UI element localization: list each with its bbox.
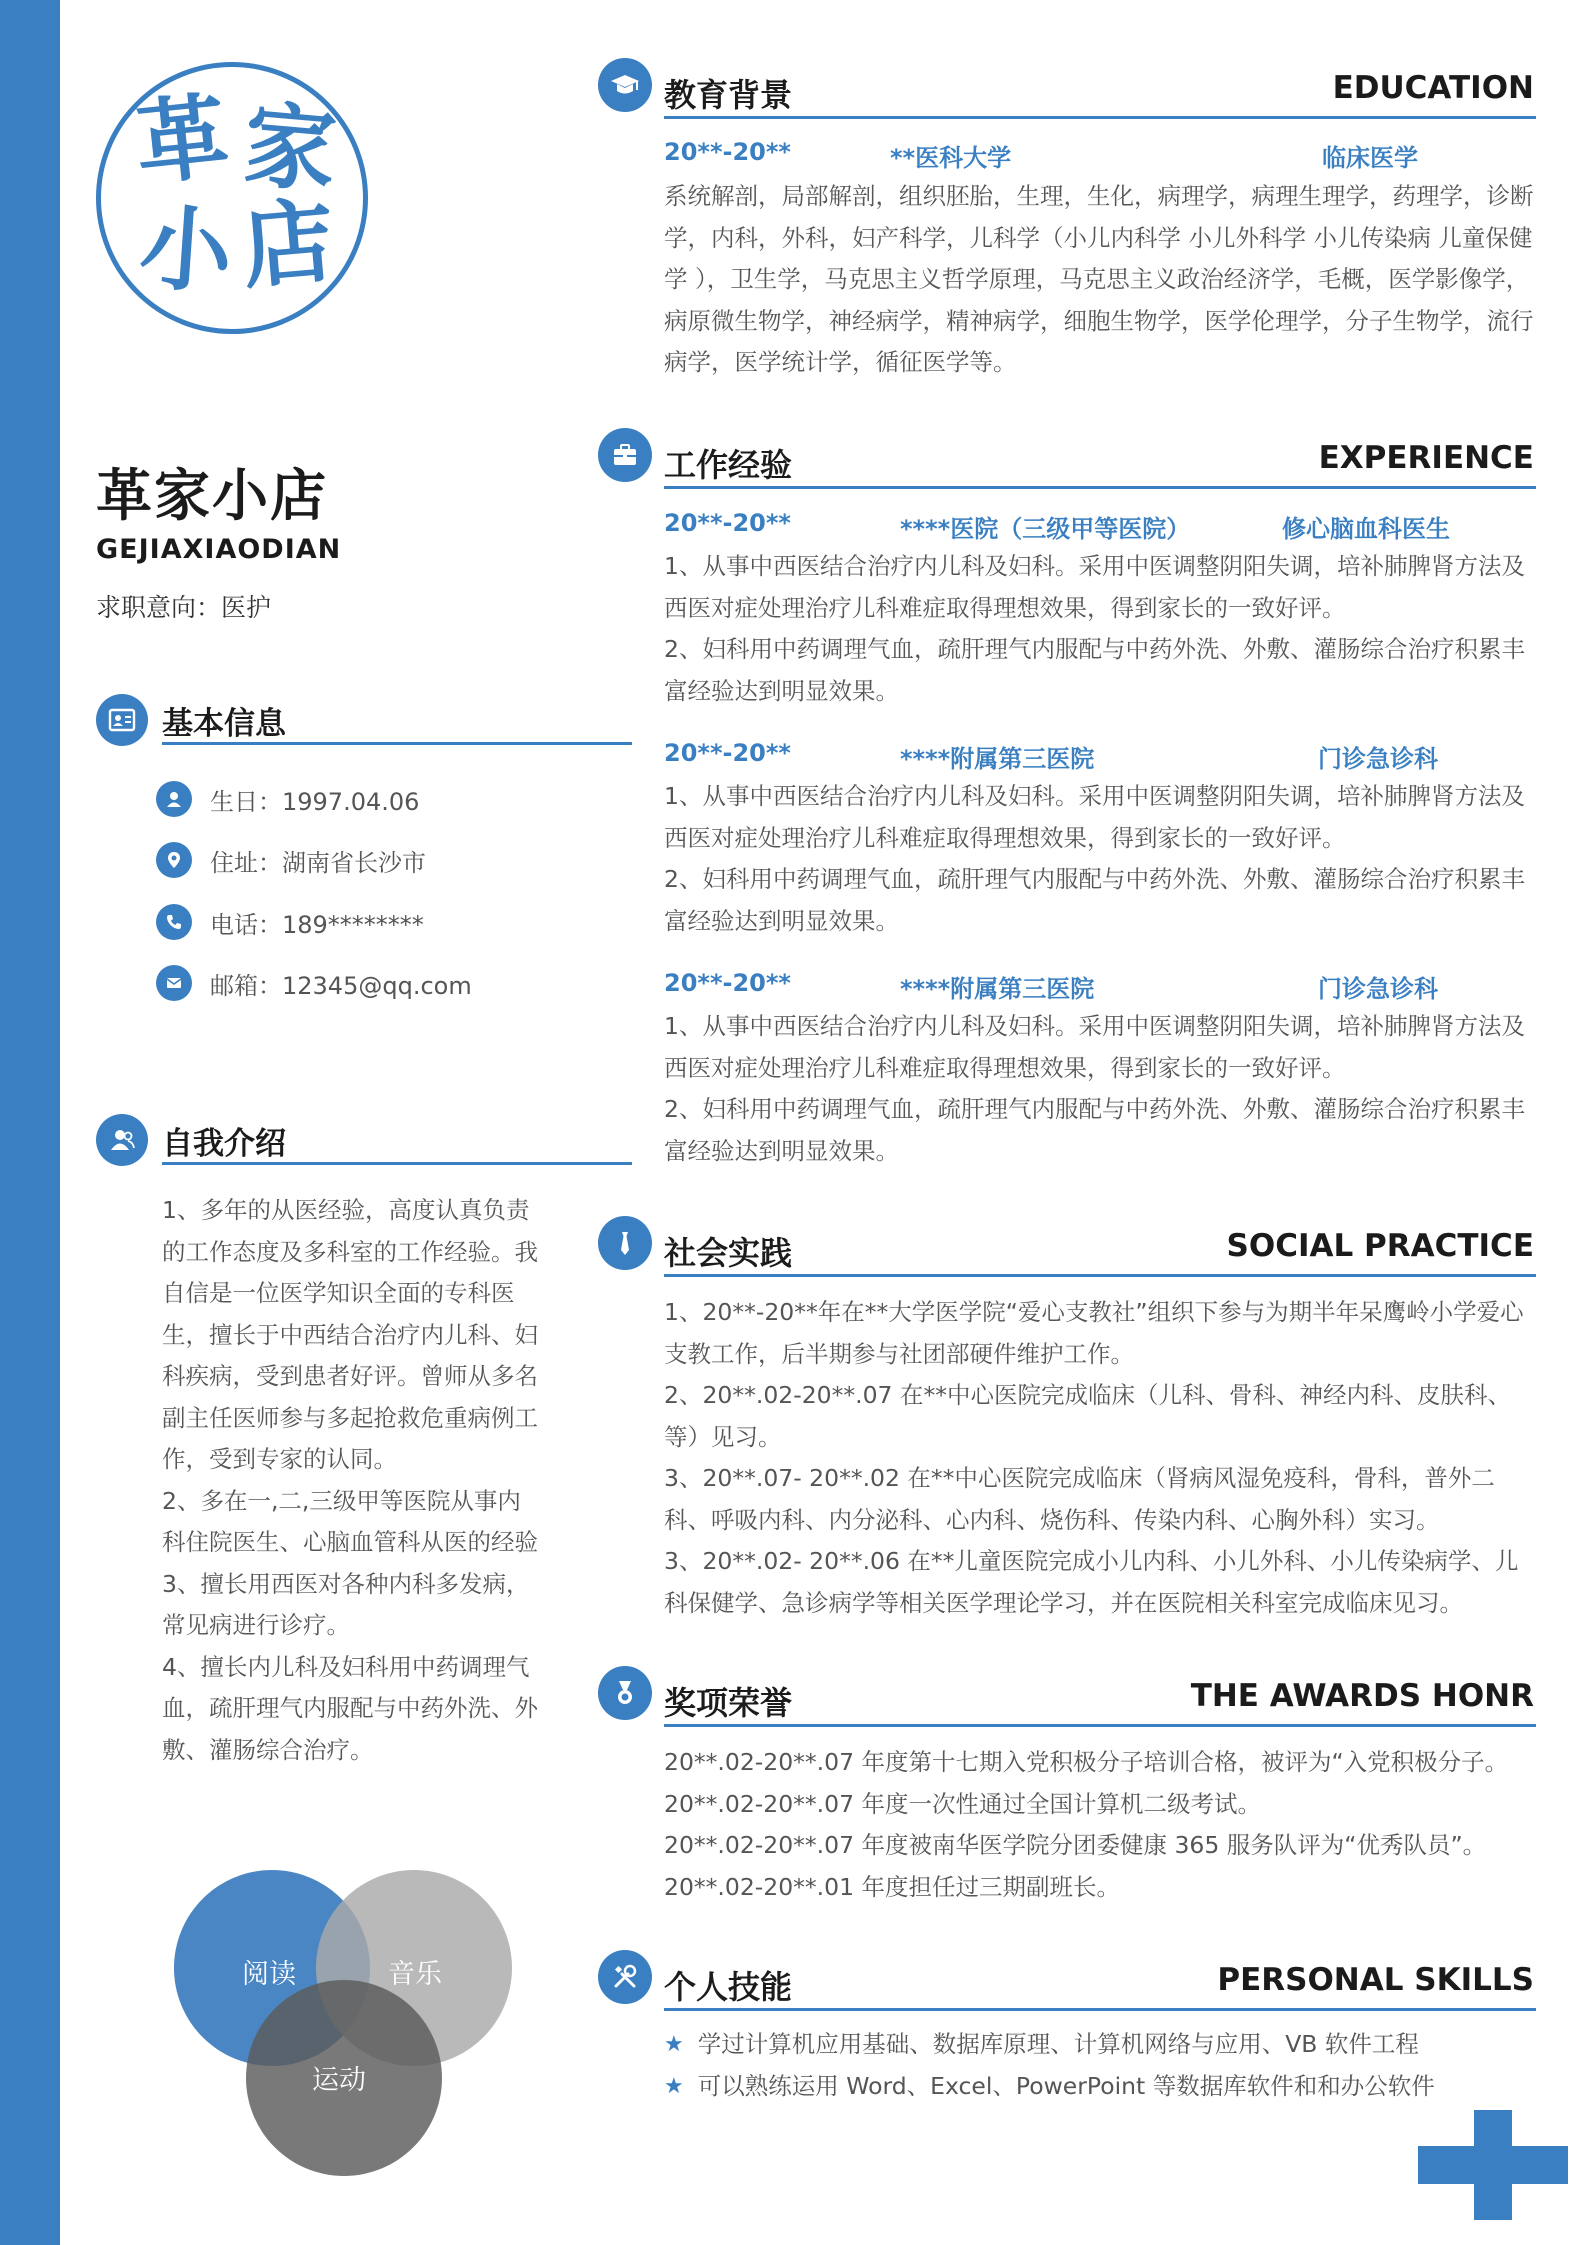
logo-seal bbox=[96, 62, 368, 334]
experience-entry-text bbox=[664, 546, 1534, 712]
intro-paragraph: 2、多在一,二,三级甲等医院从事内科住院医生、心脑血管科从医的经验 bbox=[162, 1486, 538, 1556]
section-underline bbox=[664, 116, 1536, 119]
skill-text: 学过计算机应用基础、数据库原理、计算机网络与应用、VB 软件工程 bbox=[697, 2030, 1419, 2058]
logo-char: 小 bbox=[136, 192, 236, 308]
section-experience bbox=[598, 428, 1536, 492]
section-title-en: EXPERIENCE bbox=[1318, 440, 1534, 476]
contact-text: 生日：1997.04.06 bbox=[210, 787, 420, 816]
section-title: 教育背景 bbox=[664, 76, 793, 114]
id-card-icon bbox=[96, 694, 148, 746]
social-line: 2、20**.02-20**.07 在**中心医院完成临床（儿科、骨科、神经内科、皮肤科、等）见习。 bbox=[664, 1381, 1511, 1451]
medal-icon bbox=[598, 1666, 652, 1720]
contact-text: 邮箱：12345@qq.com bbox=[210, 971, 472, 1000]
intro-paragraph: 1、多年的从医经验，高度认真负责的工作态度及多科室的工作经验。我自信是一位医学知识全面的专科医生，擅长于中西结合治疗内儿科、妇科疾病，受到患者好评。曾师从多名副主任医师参与多起抢救危重病例工作，受到专家的认同。 bbox=[162, 1196, 538, 1473]
award-line: 20**.02-20**.07 年度被南华医学院分团委健康 365 服务队评为“优秀队员”。 bbox=[664, 1831, 1487, 1859]
education-entry-head bbox=[664, 138, 1534, 174]
section-underline bbox=[664, 2008, 1536, 2011]
entry-school: **医科大学 bbox=[890, 144, 1012, 172]
left-accent-stripe bbox=[0, 0, 60, 2245]
section-social-practice bbox=[598, 1216, 1536, 1280]
entry-role: 门诊急诊科 bbox=[1318, 975, 1438, 1003]
hobbies-venn bbox=[170, 1868, 520, 2198]
star-icon: ★ bbox=[664, 2032, 684, 2057]
social-line: 3、20**.02- 20**.06 在**儿童医院完成小儿内科、小儿外科、小儿传染病学、儿科保健学、急诊病学等相关医学理论学习，并在医院相关科室完成临床见习。 bbox=[664, 1547, 1519, 1617]
experience-entry-head bbox=[664, 969, 1534, 1005]
section-title: 工作经验 bbox=[664, 446, 793, 484]
graduation-cap-icon bbox=[598, 58, 652, 112]
entry-line: 2、妇科用中药调理气血，疏肝理气内服配与中药外洗、外敷、灌肠综合治疗积累丰富经验达到明显效果。 bbox=[664, 865, 1525, 935]
entry-line: 1、从事中西医结合治疗内儿科及妇科。采用中医调整阴阳失调，培补肺脾肾方法及西医对症处理治疗儿科难症取得理想效果，得到家长的一致好评。 bbox=[664, 552, 1525, 622]
section-underline bbox=[162, 742, 632, 745]
award-line: 20**.02-20**.01 年度担任过三期副班长。 bbox=[664, 1872, 1121, 1901]
intro-paragraph: 4、擅长内儿科及妇科用中药调理气血，疏肝理气内服配与中药外洗、外敷、灌肠综合治疗。 bbox=[162, 1652, 538, 1764]
entry-org: ****附属第三医院 bbox=[900, 975, 1095, 1003]
contact-text: 电话：189******** bbox=[210, 910, 424, 939]
contact-birthday bbox=[156, 779, 419, 819]
skills-list bbox=[664, 2024, 1534, 2107]
star-icon: ★ bbox=[664, 2073, 684, 2099]
section-underline bbox=[664, 1274, 1536, 1277]
experience-entry-head bbox=[664, 739, 1534, 775]
section-basic-info bbox=[96, 690, 536, 746]
section-title: 自我介绍 bbox=[162, 1126, 286, 1162]
award-line: 20**.02-20**.07 年度第十七期入党积极分子培训合格，被评为“入党积极分子。 bbox=[664, 1748, 1509, 1776]
hobby-label: 音乐 bbox=[388, 1959, 442, 1990]
entry-org: ****附属第三医院 bbox=[900, 745, 1095, 773]
contact-email bbox=[156, 963, 472, 1003]
logo-char: 店 bbox=[237, 186, 339, 302]
section-skills bbox=[598, 1950, 1536, 2014]
experience-entry-text bbox=[664, 1006, 1534, 1172]
mail-icon bbox=[156, 965, 192, 1001]
location-pin-icon bbox=[156, 842, 192, 878]
entry-line: 2、妇科用中药调理气血，疏肝理气内服配与中药外洗、外敷、灌肠综合治疗积累丰富经验达到明显效果。 bbox=[664, 1095, 1525, 1165]
skill-item bbox=[664, 2066, 1534, 2108]
section-title: 个人技能 bbox=[664, 1968, 793, 2006]
social-practice-text bbox=[664, 1292, 1534, 1624]
entry-period: 20**-20** bbox=[664, 509, 791, 537]
social-line: 1、20**-20**年在**大学医学院“爱心支教社”组织下参与为期半年呆鹰岭小学爱心支教工作，后半期参与社团部硬件维护工作。 bbox=[664, 1298, 1524, 1368]
entry-major: 临床医学 bbox=[1322, 144, 1418, 172]
skill-item bbox=[664, 2024, 1534, 2066]
phone-icon bbox=[156, 904, 192, 940]
entry-line: 2、妇科用中药调理气血，疏肝理气内服配与中药外洗、外敷、灌肠综合治疗积累丰富经验达到明显效果。 bbox=[664, 635, 1525, 705]
award-line: 20**.02-20**.07 年度一次性通过全国计算机二级考试。 bbox=[664, 1789, 1262, 1818]
intro-paragraph: 3、擅长用西医对各种内科多发病，常见病进行诊疗。 bbox=[162, 1569, 530, 1639]
section-title-en: EDUCATION bbox=[1332, 70, 1534, 106]
experience-entry-head bbox=[664, 509, 1534, 545]
section-self-intro bbox=[96, 1110, 536, 1166]
section-title: 社会实践 bbox=[664, 1234, 793, 1272]
section-underline bbox=[664, 1724, 1536, 1727]
briefcase-icon bbox=[598, 428, 652, 482]
tie-icon bbox=[598, 1216, 652, 1270]
awards-text bbox=[664, 1742, 1534, 1908]
contact-address bbox=[156, 840, 426, 880]
section-title-en: THE AWARDS HONR bbox=[1190, 1678, 1534, 1714]
person-icon bbox=[156, 781, 192, 817]
entry-period: 20**-20** bbox=[664, 739, 791, 767]
section-education bbox=[598, 58, 1536, 122]
section-title: 奖项荣誉 bbox=[664, 1684, 793, 1722]
user-group-icon bbox=[96, 1114, 148, 1166]
name-english: GEJIAXIAODIAN bbox=[96, 534, 342, 565]
entry-period: 20**-20** bbox=[664, 969, 791, 997]
entry-role: 门诊急诊科 bbox=[1318, 745, 1438, 773]
experience-entry-text bbox=[664, 776, 1534, 942]
courses-text: 系统解剖，局部解剖，组织胚胎，生理，生化，病理学，病理生理学，药理学，诊断学，内科，外科，妇产科学，儿科学（小儿内科学 小儿外科学 小儿传染病 儿童保健学 ），卫生学，马克思主义哲学原理，马克思主义政治经济学，毛概，医学影像学，病原微生物学，神经病学，精神病学，细胞生物学，医学伦理学，分子生物学，流行病学，医学统计学，循征医学等。 bbox=[664, 182, 1534, 376]
hobby-label: 运动 bbox=[312, 2065, 366, 2096]
entry-line: 1、从事中西医结合治疗内儿科及妇科。采用中医调整阴阳失调，培补肺脾肾方法及西医对症处理治疗儿科难症取得理想效果，得到家长的一致好评。 bbox=[664, 1012, 1525, 1082]
tools-icon bbox=[598, 1950, 652, 2004]
section-awards bbox=[598, 1666, 1536, 1730]
entry-period: 20**-20** bbox=[664, 138, 791, 166]
section-title: 基本信息 bbox=[162, 706, 286, 742]
social-line: 3、20**.07- 20**.02 在**中心医院完成临床（肾病风湿免疫科，骨科，普外二科、呼吸内科、内分泌科、心内科、烧伤科、传染内科、心胸外科）实习。 bbox=[664, 1464, 1495, 1534]
entry-role: 修心脑血科医生 bbox=[1282, 515, 1450, 543]
section-underline bbox=[162, 1162, 632, 1165]
name-chinese: 革家小店 bbox=[96, 464, 328, 529]
medical-cross-icon-bar bbox=[1418, 2146, 1568, 2184]
job-intention: 求职意向：医护 bbox=[96, 593, 272, 622]
hobby-label: 阅读 bbox=[242, 1959, 296, 1990]
entry-line: 1、从事中西医结合治疗内儿科及妇科。采用中医调整阴阳失调，培补肺脾肾方法及西医对症处理治疗儿科难症取得理想效果，得到家长的一致好评。 bbox=[664, 782, 1525, 852]
education-courses bbox=[664, 176, 1534, 384]
section-underline bbox=[664, 486, 1536, 489]
logo-char: 家 bbox=[239, 90, 341, 206]
section-title-en: PERSONAL SKILLS bbox=[1217, 1962, 1534, 1998]
logo-char: 革 bbox=[130, 81, 234, 199]
skill-text: 可以熟练运用 Word、Excel、PowerPoint 等数据库软件和和办公软件 bbox=[697, 2071, 1435, 2100]
contact-phone bbox=[156, 902, 424, 942]
entry-org: ****医院（三级甲等医院） bbox=[900, 515, 1191, 543]
contact-text: 住址：湖南省长沙市 bbox=[210, 848, 426, 877]
self-intro-text bbox=[162, 1190, 542, 1771]
section-title-en: SOCIAL PRACTICE bbox=[1226, 1228, 1534, 1264]
